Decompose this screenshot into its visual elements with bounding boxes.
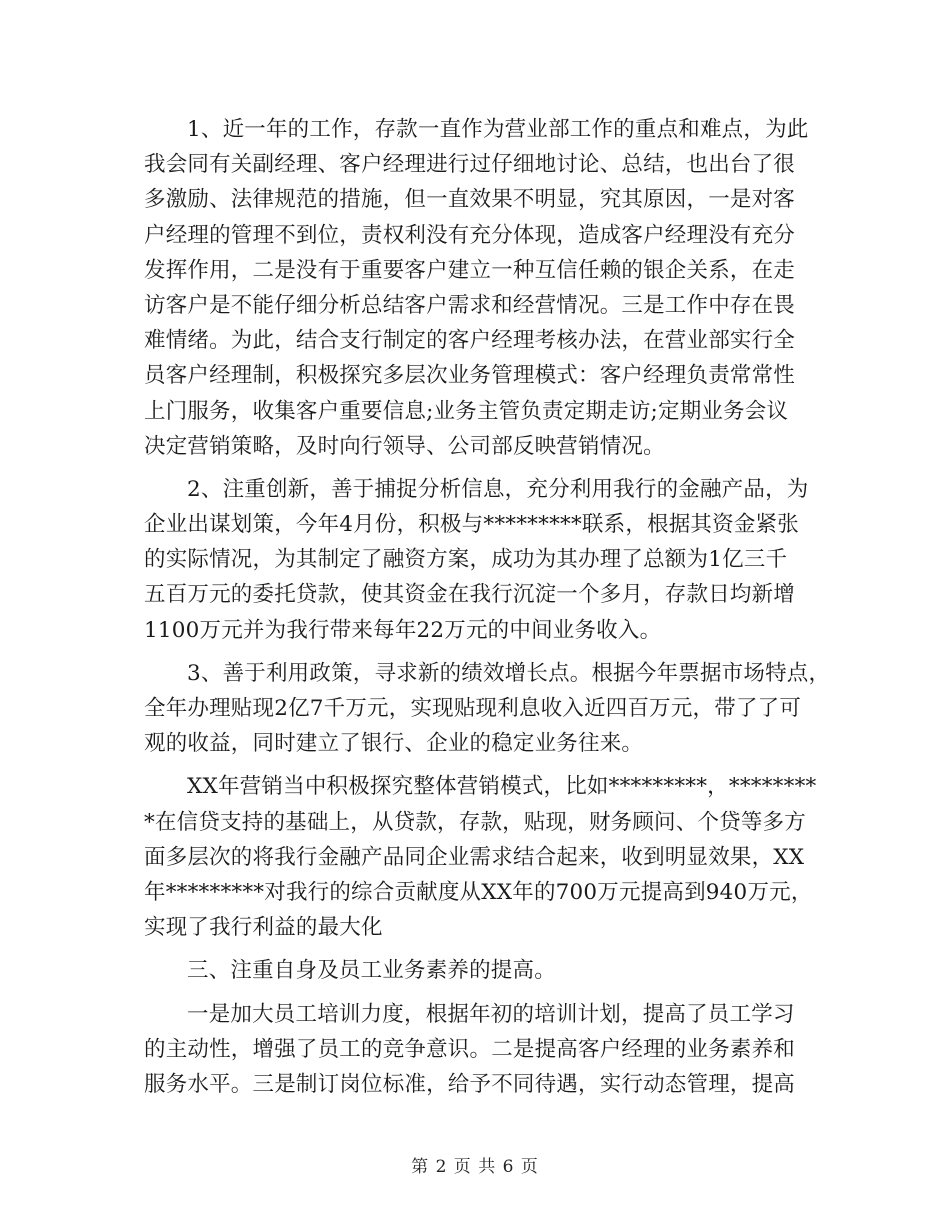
text-line: 决定营销策略，及时向行领导、公司部反映营销情况。 [144, 433, 665, 459]
text-line: 企业出谋划策，今年4月份，积极与*********联系，根据其资金紧张 [144, 512, 799, 538]
text-line: 年*********对我行的综合贡献度从XX年的700万元提高到940万元， [144, 879, 813, 905]
text-line: 的主动性，增强了员工的竞争意识。二是提高客户经理的业务素养和 [144, 1036, 796, 1062]
text-line: 的实际情况，为其制定了融资方案，成功为其办理了总额为1亿三千 [144, 547, 788, 573]
text-line: 3、善于利用政策，寻求新的绩效增长点。根据今年票据市场特点， [187, 660, 831, 686]
text-line: 一是加大员工培训力度，根据年初的培训计划，提高了员工学习 [187, 1001, 795, 1027]
text-line: 2、注重创新，善于捕捉分析信息，充分利用我行的金融产品，为 [187, 476, 809, 502]
text-line: 五百万元的委托贷款，使其资金在我行沉淀一个多月，存款日均新增 [144, 582, 796, 608]
text-line: 访客户是不能仔细分析总结客户需求和经营情况。三是工作中存在畏 [144, 292, 796, 318]
text-line: 三、注重自身及员工业务素养的提高。 [187, 958, 556, 984]
text-line: 全年办理贴现2亿7千万元，实现贴现利息收入近四百万元，带了了可 [144, 696, 802, 721]
text-line: XX年营销当中积极探究整体营销模式，比如*********，******** [187, 774, 817, 800]
text-line: 服务水平。三是制订岗位标准，给予不同待遇，实行动态管理，提高 [144, 1071, 796, 1097]
text-line: 发挥作用，二是没有于重要客户建立一种互信任赖的银企关系，在走 [144, 257, 796, 283]
text-line: 1100万元并为我行带来每年22万元的中间业务收入。 [144, 617, 662, 643]
text-line: 难情绪。为此，结合支行制定的客户经理考核办法，在营业部实行全 [144, 328, 796, 354]
text-line: 观的收益，同时建立了银行、企业的稳定业务往来。 [144, 731, 644, 757]
page-footer: 第 2 页 共 6 页 [411, 1157, 539, 1177]
paragraph-gap [144, 945, 809, 953]
text-line: 上门服务，收集客户重要信息;业务主管负责定期走访;定期业务会议 [144, 398, 789, 424]
text-line: *在信贷支持的基础上，从贷款，存款，贴现，财务顾问、个贷等多方 [144, 809, 806, 835]
document-body [144, 112, 831, 1102]
text-line: 我会同有关副经理、客户经理进行过仔细地讨论、总结，也出台了很 [144, 152, 796, 178]
text-line: 员客户经理制，积极探究多层次业务管理模式：客户经理负责常常性 [144, 363, 796, 389]
text-line: 户经理的管理不到位，责权利没有充分体现，造成客户经理没有充分 [144, 222, 796, 248]
paragraph-gap [144, 648, 809, 656]
text-line: 多激励、法律规范的措施，但一直效果不明显，究其原因，一是对客 [144, 187, 796, 213]
paragraph-gap [144, 464, 809, 472]
paragraph-gap [144, 989, 809, 997]
paragraph-gap [144, 761, 809, 769]
text-line: 面多层次的将我行金融产品同企业需求结合起来，收到明显效果，XX [144, 844, 805, 870]
text-line: 1、近一年的工作，存款一直作为营业部工作的重点和难点，为此 [187, 117, 809, 142]
text-line: 实现了我行利益的最大化 [144, 915, 383, 941]
